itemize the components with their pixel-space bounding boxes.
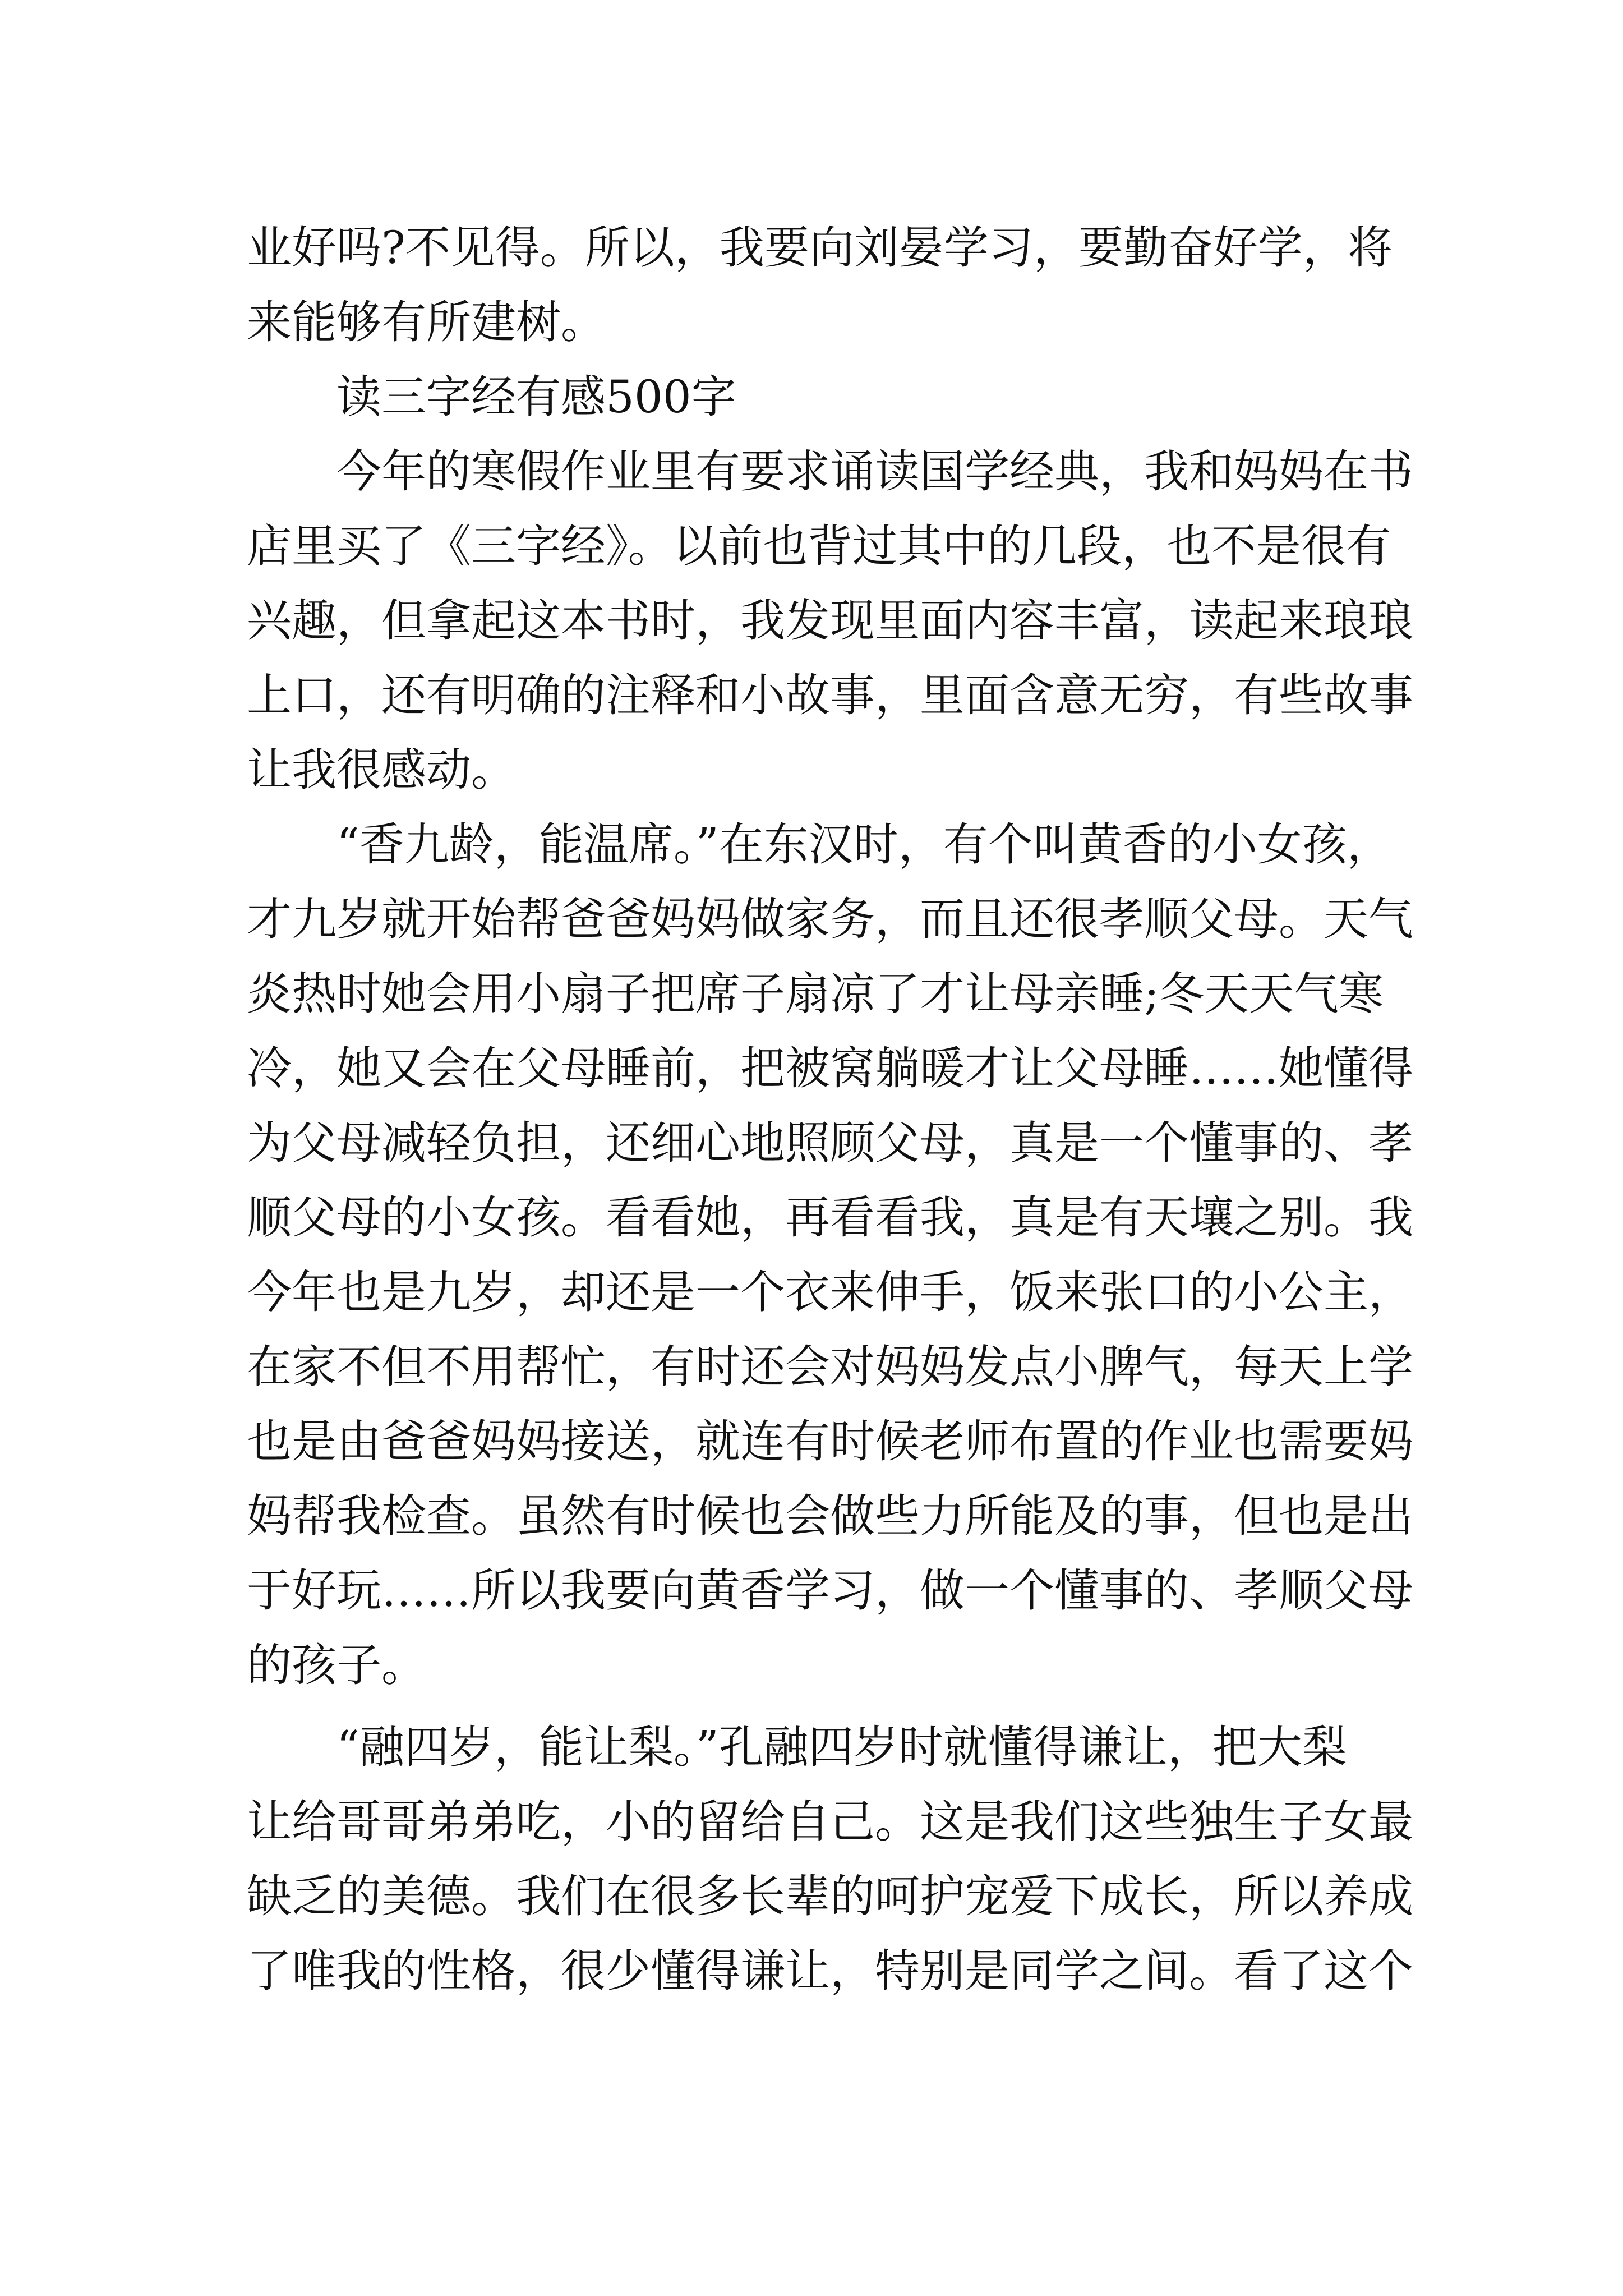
text-line: 今年的寒假作业里有要求诵读国学经典，我和妈妈在书 <box>336 445 1413 498</box>
text-line: 顺父母的小女孩。看看她，再看看我，真是有天壤之别。我 <box>247 1191 1413 1244</box>
section-title: 读三字经有感500字 <box>336 371 736 423</box>
text-line: “融四岁，能让梨。”孔融四岁时就懂得谦让，把大梨 <box>336 1721 1347 1773</box>
text-line: 为父母减轻负担，还细心地照顾父母，真是一个懂事的、孝 <box>247 1117 1413 1169</box>
text-line: 让给哥哥弟弟吃，小的留给自己。这是我们这些独生子女最 <box>247 1796 1413 1848</box>
text-line: 也是由爸爸妈妈接送，就连有时候老师布置的作业也需要妈 <box>247 1415 1413 1467</box>
text-line: 今年也是九岁，却还是一个衣来伸手，饭来张口的小公主， <box>247 1266 1413 1318</box>
text-line: 缺乏的美德。我们在很多长辈的呵护宠爱下成长，所以养成 <box>247 1870 1413 1922</box>
text-line: 店里买了《三字经》。以前也背过其中的几段，也不是很有 <box>247 520 1391 572</box>
text-line: 让我很感动。 <box>247 744 516 796</box>
text-line: 了唯我的性格，很少懂得谦让，特别是同学之间。看了这个 <box>247 1945 1413 1997</box>
text-line: 妈帮我检查。虽然有时候也会做些力所能及的事，但也是出 <box>247 1490 1413 1542</box>
text-line: “香九龄，能温席。”在东汉时，有个叫黄香的小女孩， <box>336 818 1392 871</box>
text-line: 的孩子。 <box>247 1639 426 1691</box>
text-line: 在家不但不用帮忙，有时还会对妈妈发点小脾气，每天上学 <box>247 1341 1413 1393</box>
text-line: 上口，还有明确的注释和小故事，里面含意无穷，有些故事 <box>247 669 1413 721</box>
text-line: 冷，她又会在父母睡前，把被窝躺暖才让父母睡……她懂得 <box>247 1042 1413 1094</box>
text-line: 才九岁就开始帮爸爸妈妈做家务，而且还很孝顺父母。天气 <box>247 893 1413 945</box>
text-line: 业好吗?不见得。所以，我要向刘晏学习，要勤奋好学，将 <box>247 222 1393 274</box>
text-line: 兴趣，但拿起这本书时，我发现里面内容丰富，读起来琅琅 <box>247 595 1413 647</box>
text-line: 炎热时她会用小扇子把席子扇凉了才让母亲睡;冬天天气寒 <box>247 968 1384 1020</box>
text-line: 来能够有所建树。 <box>247 296 606 348</box>
text-line: 于好玩……所以我要向黄香学习，做一个懂事的、孝顺父母 <box>247 1565 1413 1617</box>
